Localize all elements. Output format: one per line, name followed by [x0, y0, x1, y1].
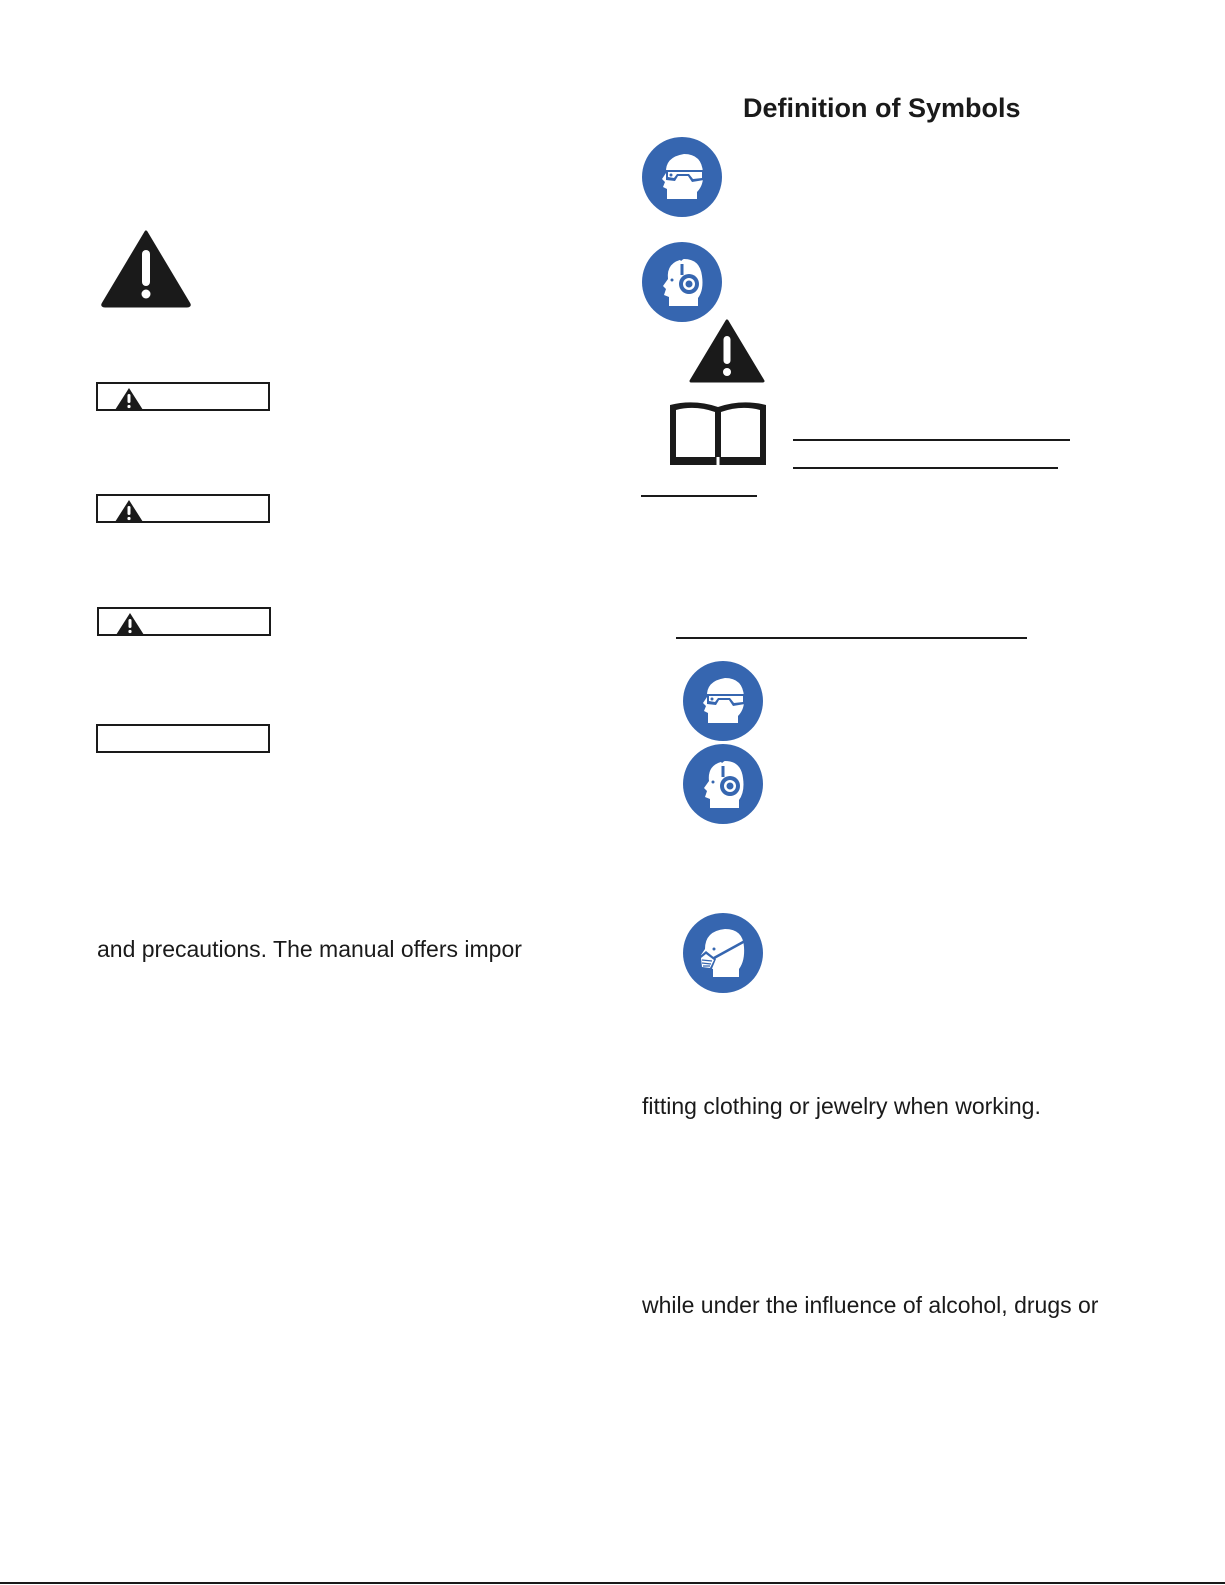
safety-alert-icon	[689, 318, 765, 389]
danger-signal-box	[96, 382, 270, 411]
safety-alert-icon	[115, 612, 145, 636]
right-body-text-influence: while under the influence of alcohol, drugs or	[642, 1292, 1099, 1318]
warning-signal-box	[96, 494, 270, 523]
page-bottom-rule	[0, 1582, 1225, 1584]
safety-alert-icon	[114, 387, 144, 411]
underline-rule	[793, 439, 1070, 441]
left-body-text: and precautions. The manual offers impor	[97, 936, 522, 962]
notice-signal-box	[96, 724, 270, 753]
safety-alert-large-icon	[100, 228, 192, 313]
underline-rule	[793, 467, 1058, 469]
eye-protection-icon	[642, 137, 722, 217]
safety-alert-icon	[114, 499, 144, 523]
read-manual-icon	[667, 399, 769, 474]
caution-signal-box	[97, 607, 271, 636]
eye-protection-icon	[683, 661, 763, 741]
underline-rule	[641, 495, 757, 497]
dust-mask-icon	[683, 913, 763, 993]
page-title: Definition of Symbols	[743, 93, 1021, 123]
section-underline-rule	[676, 637, 1027, 639]
hearing-protection-icon	[683, 744, 763, 824]
right-body-text-clothing: fitting clothing or jewelry when working.	[642, 1093, 1041, 1119]
hearing-protection-icon	[642, 242, 722, 322]
